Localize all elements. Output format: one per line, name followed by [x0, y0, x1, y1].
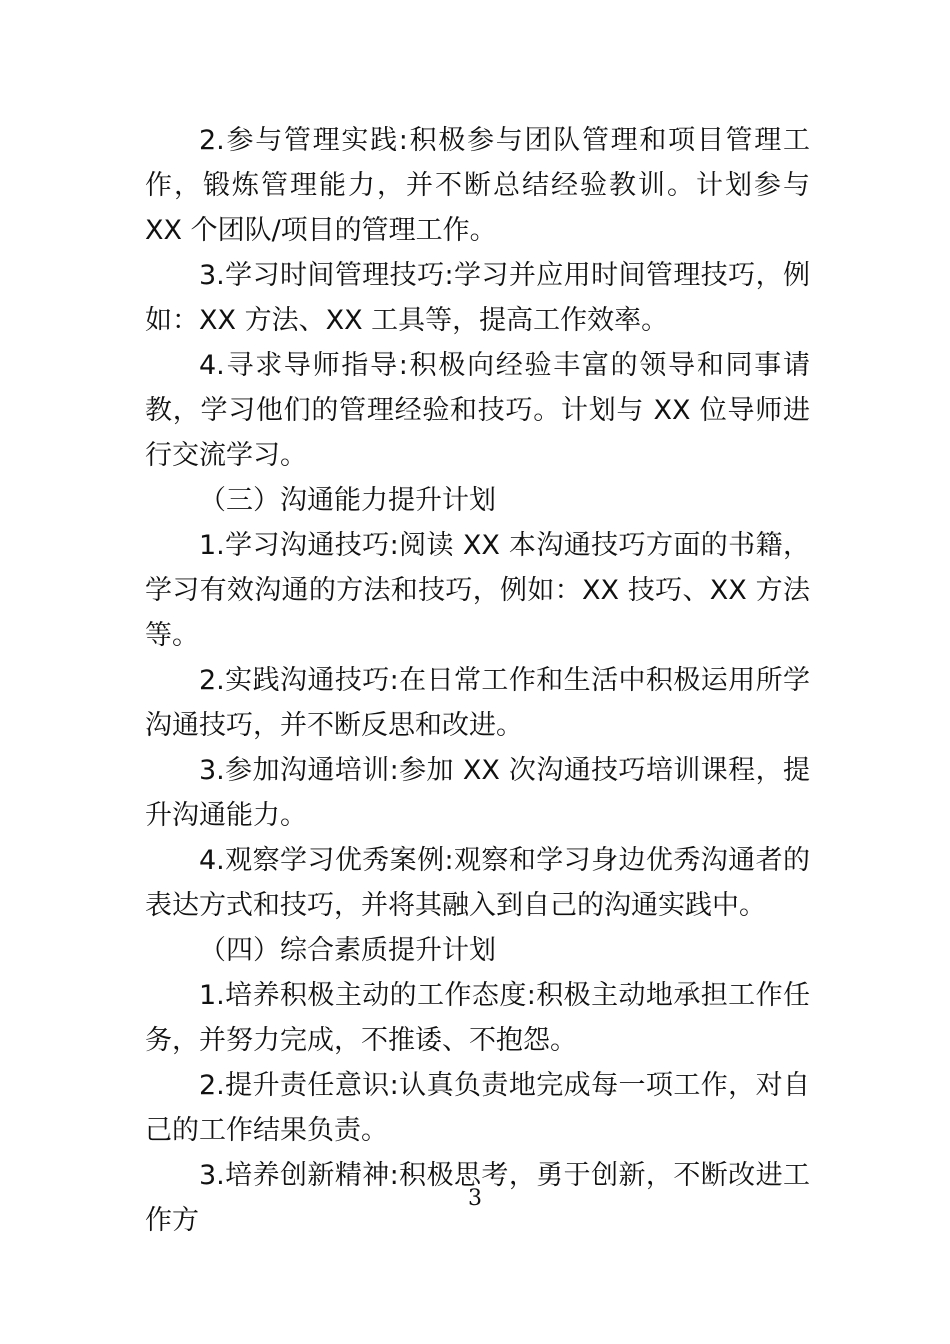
page-number: 3 — [468, 1186, 482, 1211]
document-body — [145, 118, 810, 1243]
paragraph-responsibility: 2.提升责任意识:认真负责地完成每一项工作，对自己的工作结果负责。 — [145, 1070, 810, 1146]
paragraph-mentor-guidance: 4.寻求导师指导:积极向经验丰富的领导和同事请教，学习他们的管理经验和技巧。计划与 XX 位导师进行交流学习。 — [145, 350, 810, 471]
paragraph-practice-communication: 2.实践沟通技巧:在日常工作和生活中积极运用所学沟通技巧，并不断反思和改进。 — [145, 665, 810, 741]
paragraph-learn-communication: 1.学习沟通技巧:阅读 XX 本沟通技巧方面的书籍，学习有效沟通的方法和技巧，例如：XX 技巧、XX 方法等。 — [145, 530, 810, 651]
section-heading-overall-quality: （四）综合素质提升计划 — [199, 935, 496, 966]
paragraph-time-management: 3.学习时间管理技巧:学习并应用时间管理技巧，例如：XX 方法、XX 工具等，提高工作效率。 — [145, 260, 810, 336]
paragraph-communication-training: 3.参加沟通培训:参加 XX 次沟通技巧培训课程，提升沟通能力。 — [145, 755, 810, 831]
paragraph-proactive-attitude: 1.培养积极主动的工作态度:积极主动地承担工作任务，并努力完成，不推诿、不抱怨。 — [145, 980, 810, 1056]
paragraph-observe-cases: 4.观察学习优秀案例:观察和学习身边优秀沟通者的表达方式和技巧，并将其融入到自己的沟通实践中。 — [145, 845, 810, 921]
paragraph-innovation: 3.培养创新精神:积极思考，勇于创新，不断改进工作方 — [145, 1160, 810, 1236]
paragraph-management-practice: 2.参与管理实践:积极参与团队管理和项目管理工作，锻炼管理能力，并不断总结经验教训。计划参与 XX 个团队/项目的管理工作。 — [145, 125, 810, 246]
section-heading-communication: （三）沟通能力提升计划 — [199, 485, 496, 516]
